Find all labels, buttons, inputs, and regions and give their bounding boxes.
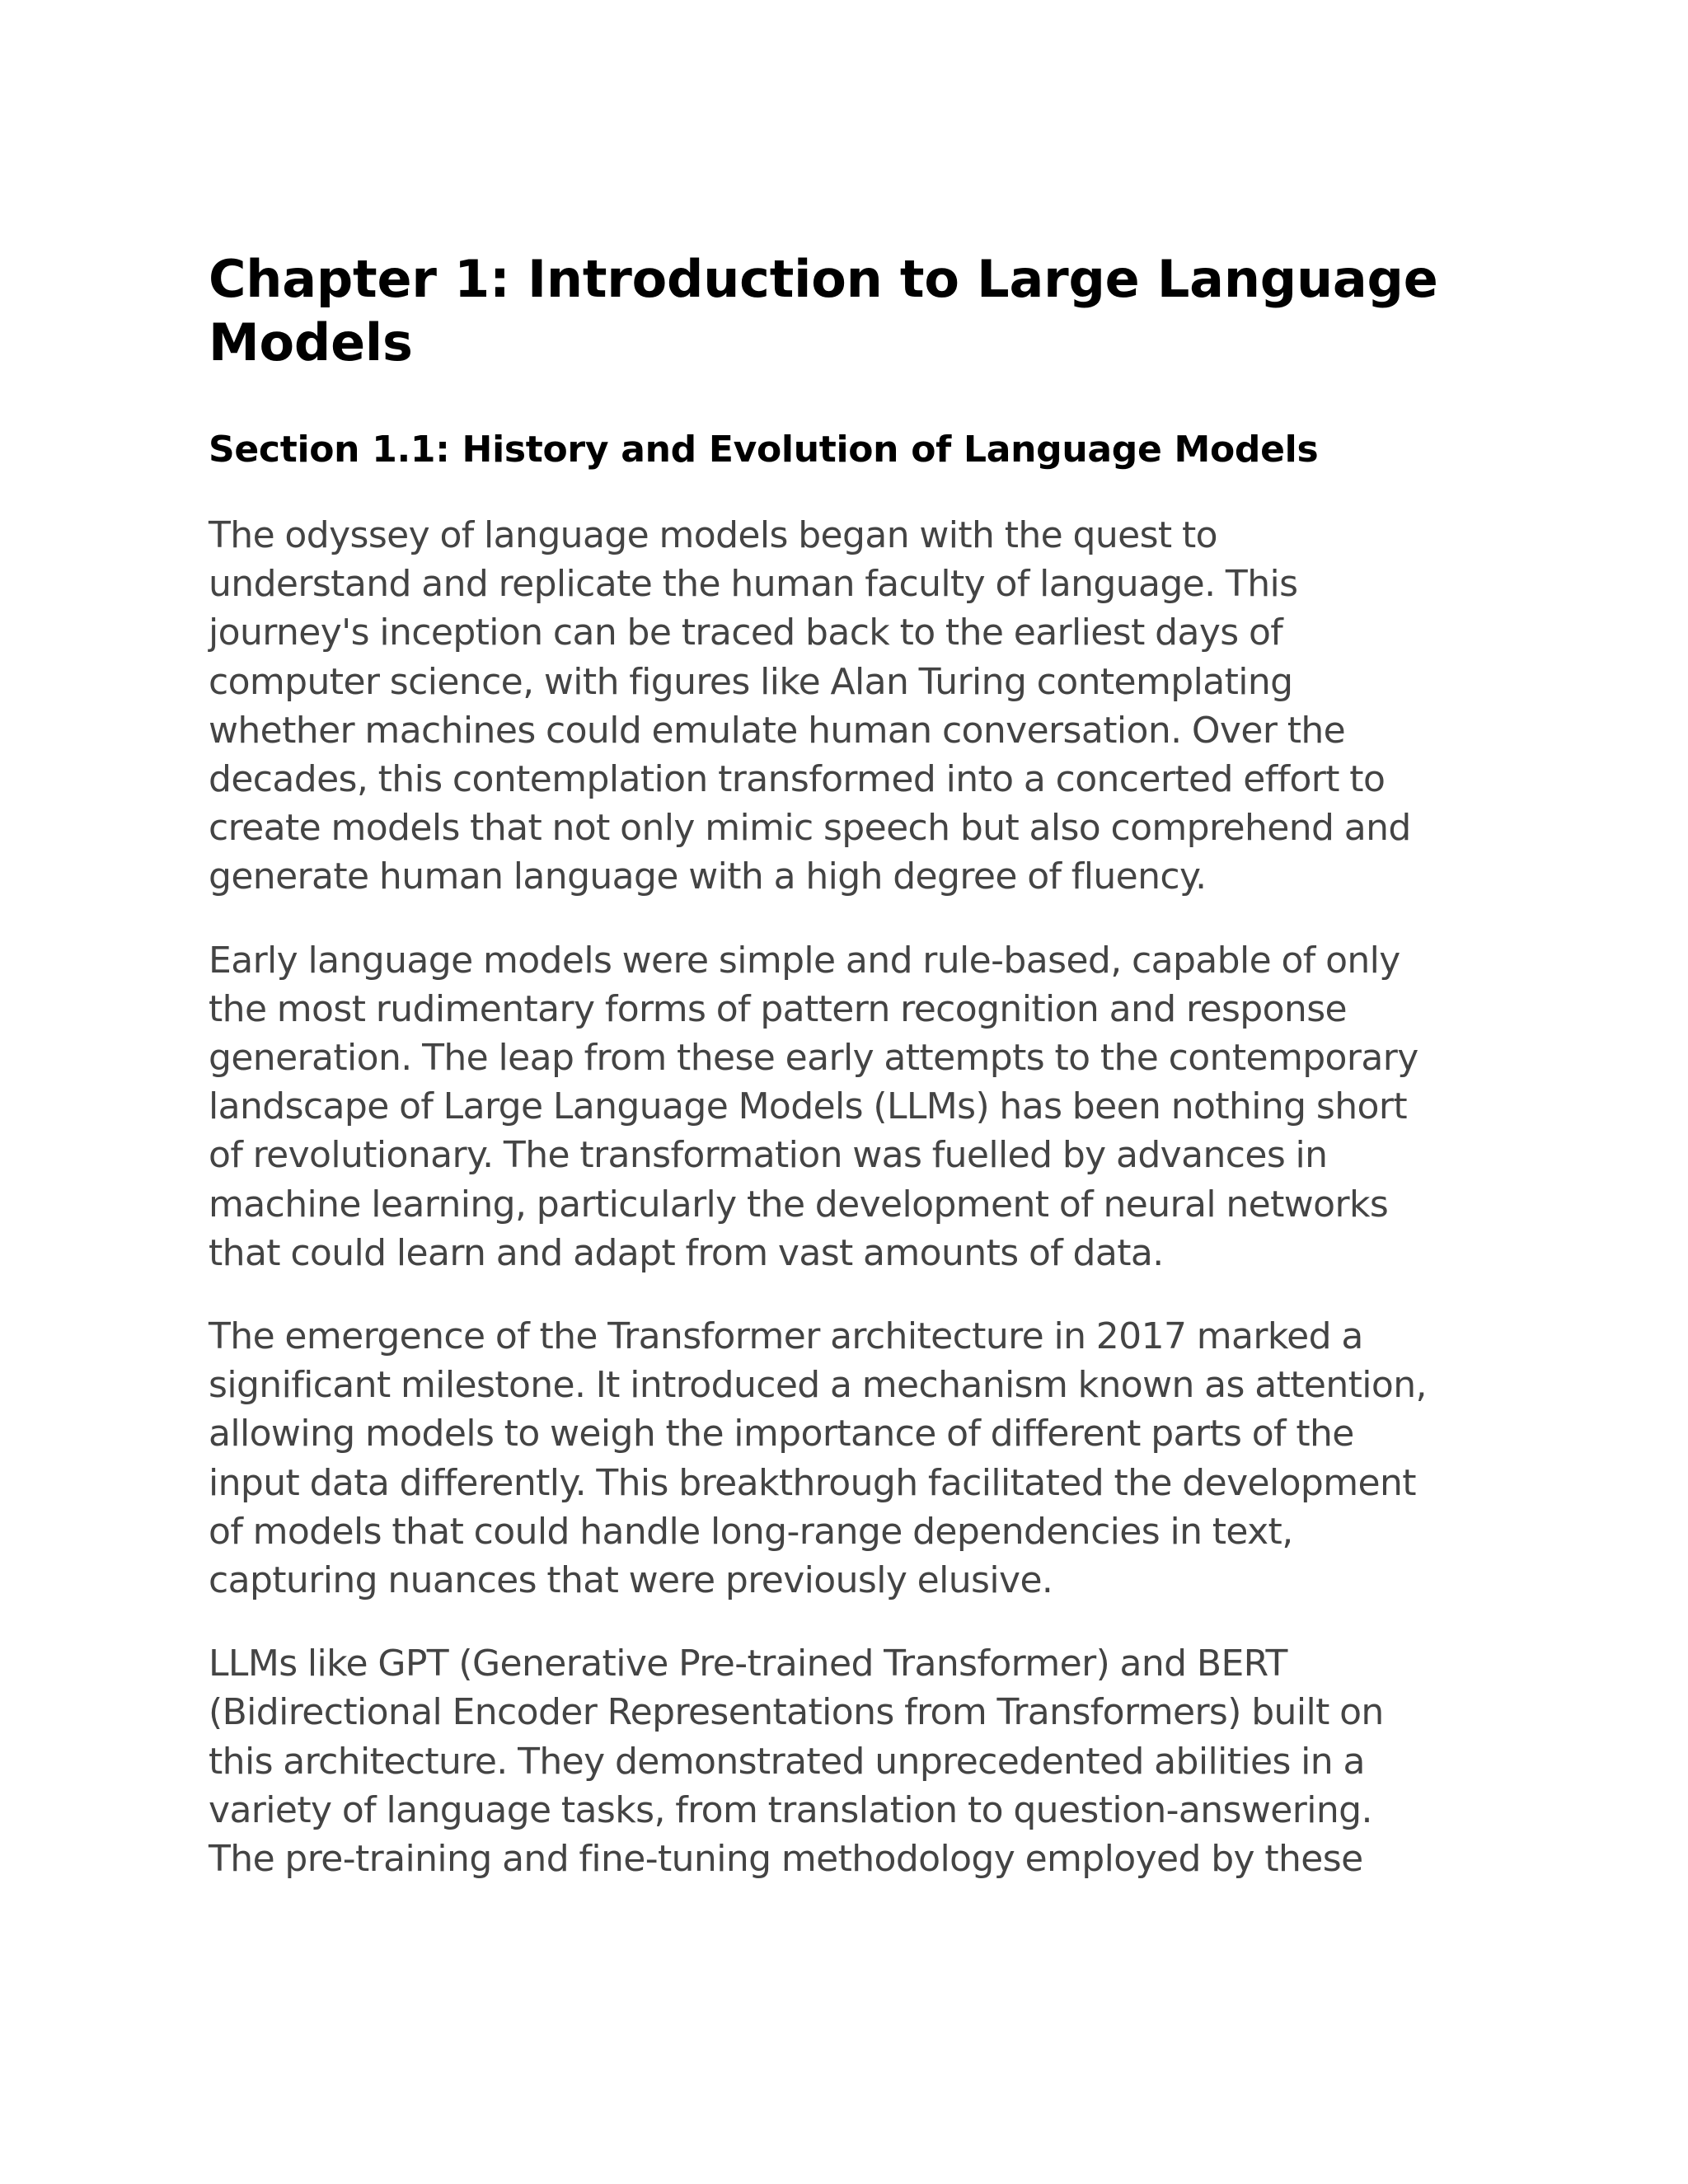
paragraph-line: capturing nuances that were previously elusive. bbox=[209, 1559, 1053, 1602]
chapter-title-line: Chapter 1: Introduction to Large Language bbox=[209, 249, 1438, 309]
chapter-title bbox=[209, 247, 1494, 374]
paragraph-line: the most rudimentary forms of pattern recognition and response bbox=[209, 987, 1347, 1030]
paragraph-line: allowing models to weigh the importance of different parts of the bbox=[209, 1413, 1354, 1455]
paragraph-line: Early language models were simple and rule-based, capable of only bbox=[209, 939, 1400, 982]
paragraph-line: variety of language tasks, from translation to question-answering. bbox=[209, 1788, 1372, 1831]
paragraph-line: decades, this contemplation transformed into a concerted effort to bbox=[209, 758, 1386, 801]
paragraph-line: The odyssey of language models began with the quest to bbox=[209, 514, 1217, 556]
paragraph-line: machine learning, particularly the development of neural networks bbox=[209, 1183, 1389, 1226]
paragraph-line: of models that could handle long-range dependencies in text, bbox=[209, 1510, 1293, 1553]
chapter-title-line: Models bbox=[209, 312, 413, 373]
paragraph-line: create models that not only mimic speech but also comprehend and bbox=[209, 807, 1411, 850]
paragraph-line: journey's inception can be traced back to the earliest days of bbox=[209, 612, 1283, 654]
paragraph bbox=[209, 1312, 1494, 1605]
paragraph-line: The pre-training and fine-tuning methodology employed by these bbox=[209, 1838, 1363, 1881]
paragraph bbox=[209, 1639, 1494, 1883]
paragraph-line: significant milestone. It introduced a mechanism known as attention, bbox=[209, 1364, 1427, 1407]
paragraph-line: LLMs like GPT (Generative Pre-trained Transformer) and BERT bbox=[209, 1643, 1287, 1685]
paragraph-line: understand and replicate the human faculty of language. This bbox=[209, 563, 1298, 606]
paragraph bbox=[209, 511, 1494, 902]
paragraph-line: input data differently. This breakthrough facilitated the development bbox=[209, 1461, 1416, 1504]
paragraph-line: this architecture. They demonstrated unprecedented abilities in a bbox=[209, 1740, 1365, 1783]
paragraph-line: whether machines could emulate human conversation. Over the bbox=[209, 709, 1346, 752]
paragraph-line: (Bidirectional Encoder Representations from Transformers) built on bbox=[209, 1691, 1384, 1734]
paragraph bbox=[209, 936, 1494, 1277]
paragraph-line: The emergence of the Transformer architecture in 2017 marked a bbox=[209, 1315, 1363, 1358]
paragraph-line: of revolutionary. The transformation was fuelled by advances in bbox=[209, 1134, 1328, 1177]
document-content bbox=[209, 247, 1494, 1883]
body-text bbox=[209, 511, 1494, 1883]
paragraph-line: generate human language with a high degree of fluency. bbox=[209, 855, 1207, 898]
paragraph-line: landscape of Large Language Models (LLMs) has been nothing short bbox=[209, 1085, 1407, 1128]
paragraph-line: generation. The leap from these early attempts to the contemporary bbox=[209, 1037, 1418, 1080]
paragraph-line: computer science, with figures like Alan Turing contemplating bbox=[209, 660, 1293, 703]
paragraph-line: that could learn and adapt from vast amounts of data. bbox=[209, 1231, 1164, 1274]
section-title: Section 1.1: History and Evolution of Language Models bbox=[209, 429, 1319, 471]
